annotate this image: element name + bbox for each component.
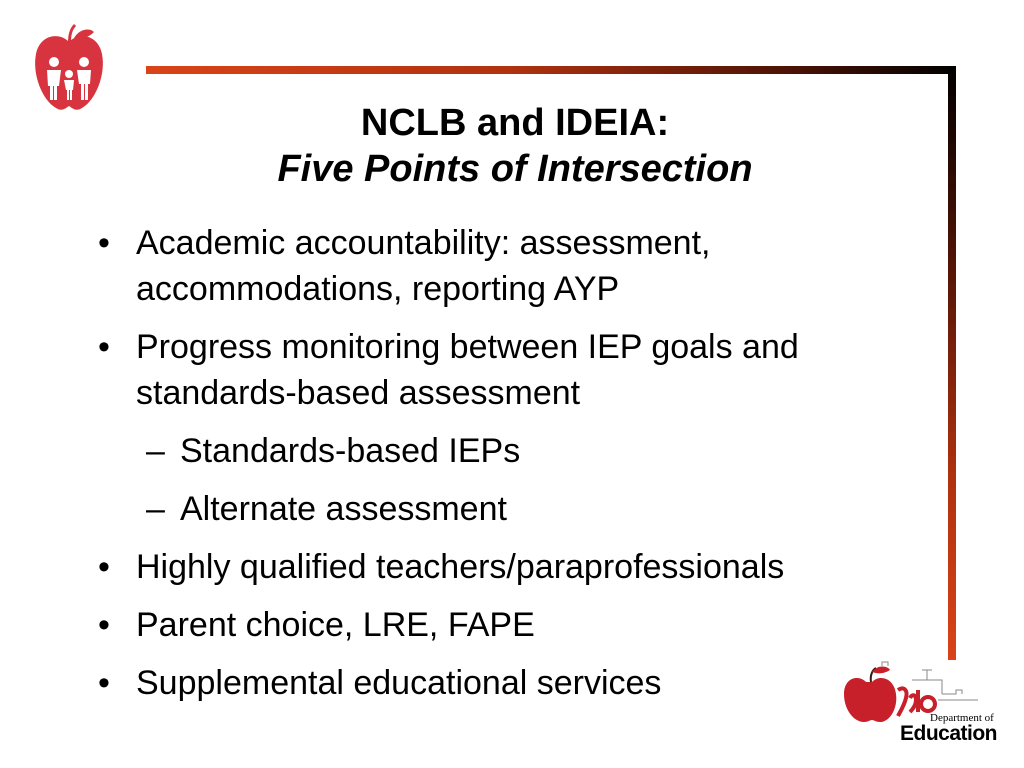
title-line-2: Five Points of Intersection [277, 148, 753, 190]
bullet-item [96, 544, 936, 590]
title-line-1: NCLB and IDEIA: [360, 102, 670, 144]
sub-bullet-text: Standards-based IEPs [180, 432, 521, 470]
sub-bullet-item [96, 486, 936, 532]
sub-bullet-marker: – [146, 490, 165, 528]
family-apple-logo [30, 24, 108, 112]
bullet-text: Academic accountability: assessment, accommodations, reporting AYP [136, 224, 711, 308]
bullet-item [96, 220, 936, 312]
bullet-text: Supplemental educational services [136, 664, 662, 702]
sub-bullet-item [96, 428, 936, 474]
bullet-marker: • [98, 548, 110, 586]
sub-bullet-marker: – [146, 432, 165, 470]
sub-bullet-text: Alternate assessment [180, 490, 507, 528]
bullet-marker: • [98, 664, 110, 702]
bullet-item [96, 602, 936, 648]
bullet-text: Progress monitoring between IEP goals and standards-based assessment [136, 328, 799, 412]
frame-right-line [948, 66, 956, 660]
bullet-list [96, 220, 936, 718]
ohio-department-label: Department of [930, 712, 994, 724]
bullet-item [96, 660, 936, 706]
bullet-marker: • [98, 606, 110, 644]
bullet-text: Parent choice, LRE, FAPE [136, 606, 535, 644]
slide-title [150, 100, 880, 192]
frame-top-line [146, 66, 956, 74]
bullet-text: Highly qualified teachers/paraprofessionals [136, 548, 785, 586]
bullet-marker: • [98, 328, 110, 366]
ohio-education-label: Education [900, 722, 998, 745]
bullet-marker: • [98, 224, 110, 262]
bullet-item [96, 324, 936, 416]
